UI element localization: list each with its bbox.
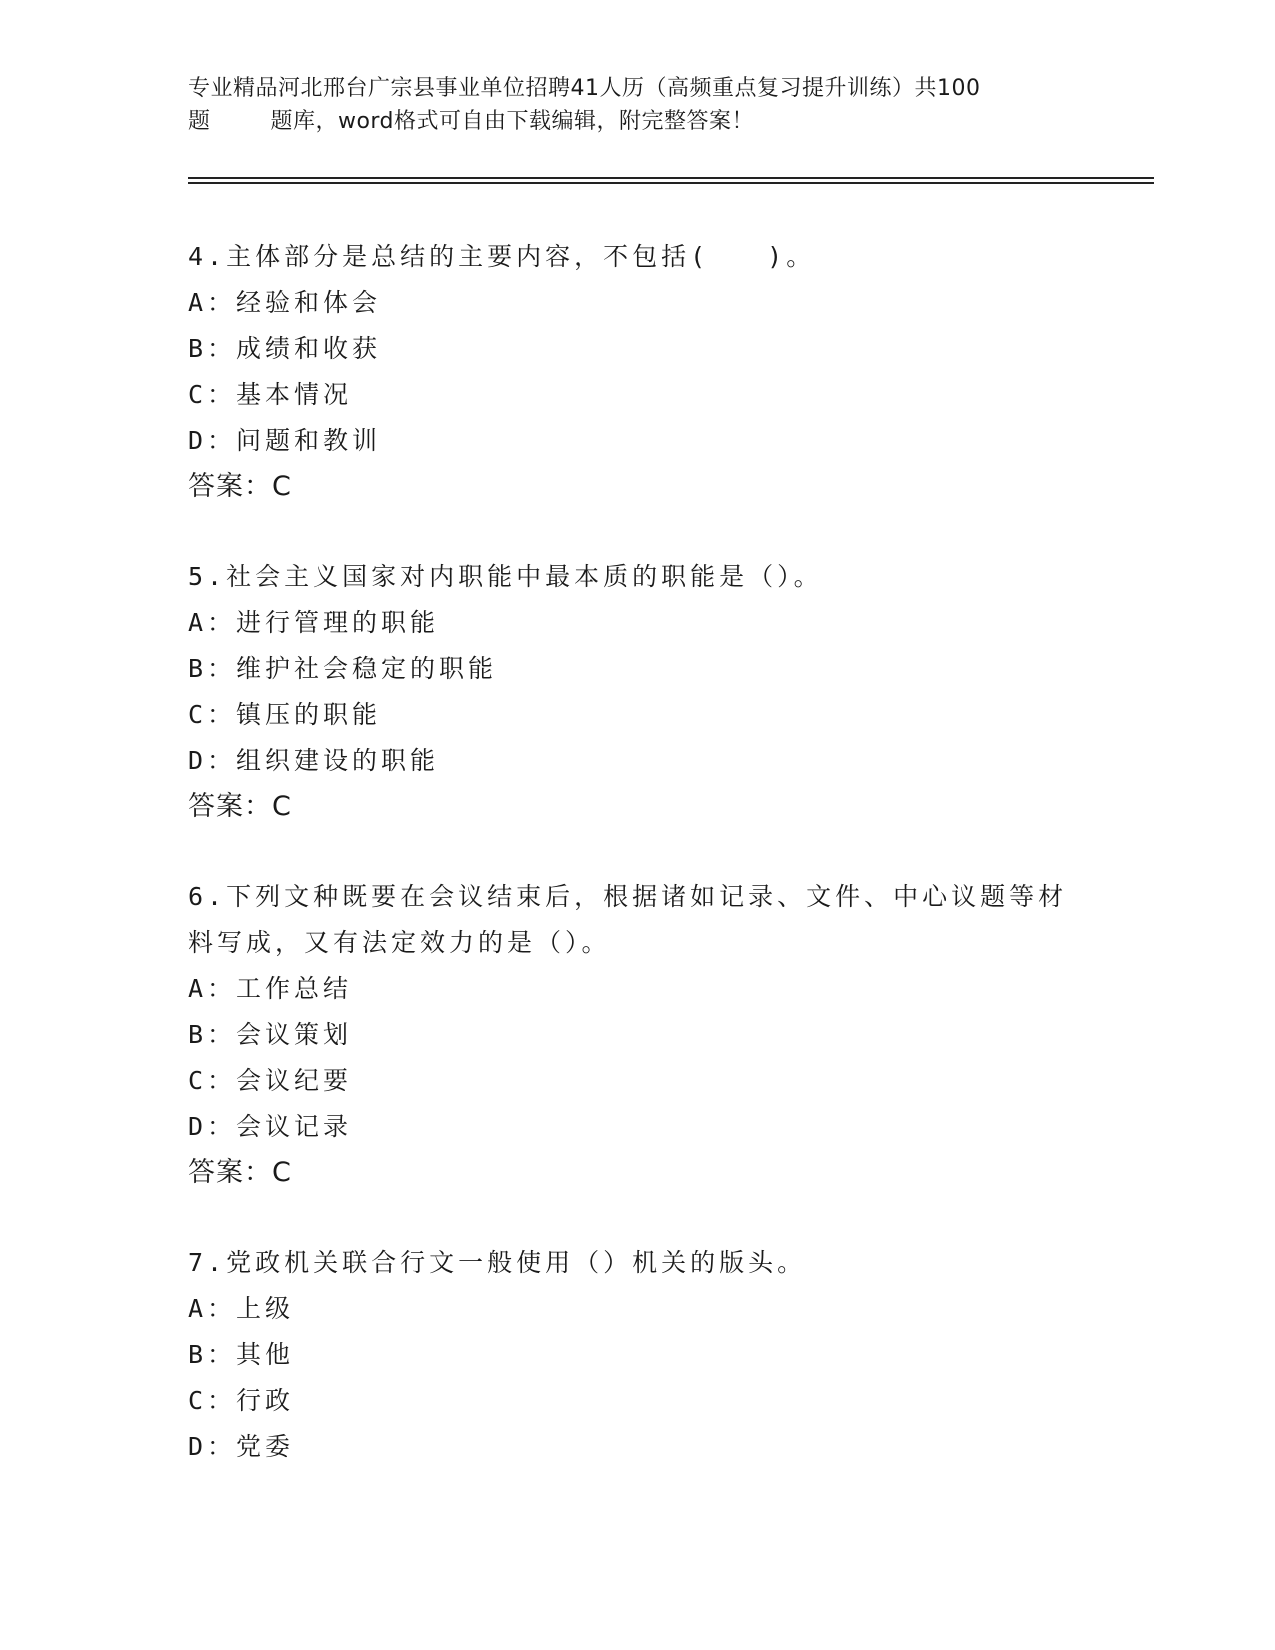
option-d: D：问题和教训 [188,426,382,455]
option-a: A：上级 [188,1294,295,1323]
option-d: D：会议记录 [188,1112,353,1141]
header-title-line2: 题 题库，word格式可自由下载编辑，附完整答案！ [188,109,755,134]
header-divider-bottom [188,182,1154,184]
option-c: C：行政 [188,1386,295,1415]
option-b: B：成绩和收获 [188,334,382,363]
answer: 答案：C [188,791,292,822]
option-b: B：会议策划 [188,1020,353,1049]
question-stem-line1: 6.下列文种既要在会议结束后，根据诸如记录、文件、中心议题等材 [188,882,1068,911]
option-a: A：经验和体会 [188,288,382,317]
option-b: B：其他 [188,1340,295,1369]
question-stem-line2: 料写成，又有法定效力的是（）。 [188,928,611,957]
question-4 [188,234,1088,510]
option-c: C：会议纪要 [188,1066,353,1095]
option-c: C：镇压的职能 [188,700,382,729]
answer: 答案：C [188,471,292,502]
option-d: D：党委 [188,1432,295,1461]
question-stem: 5.社会主义国家对内职能中最本质的职能是（）。 [188,562,823,591]
document-header [188,72,1088,138]
header-title-line1: 专业精品河北邢台广宗县事业单位招聘41人历（高频重点复习提升训练）共100 [188,76,981,101]
question-stem: 4.主体部分是总结的主要内容，不包括( )。 [188,242,816,271]
question-6 [188,874,1088,1196]
header-divider-top [188,177,1154,179]
answer: 答案：C [188,1157,292,1188]
option-a: A：工作总结 [188,974,353,1003]
question-7 [188,1240,1088,1470]
option-d: D：组织建设的职能 [188,746,440,775]
option-c: C：基本情况 [188,380,353,409]
option-a: A：进行管理的职能 [188,608,440,637]
question-5 [188,554,1088,830]
question-stem: 7.党政机关联合行文一般使用（）机关的版头。 [188,1248,807,1277]
option-b: B：维护社会稳定的职能 [188,654,498,683]
